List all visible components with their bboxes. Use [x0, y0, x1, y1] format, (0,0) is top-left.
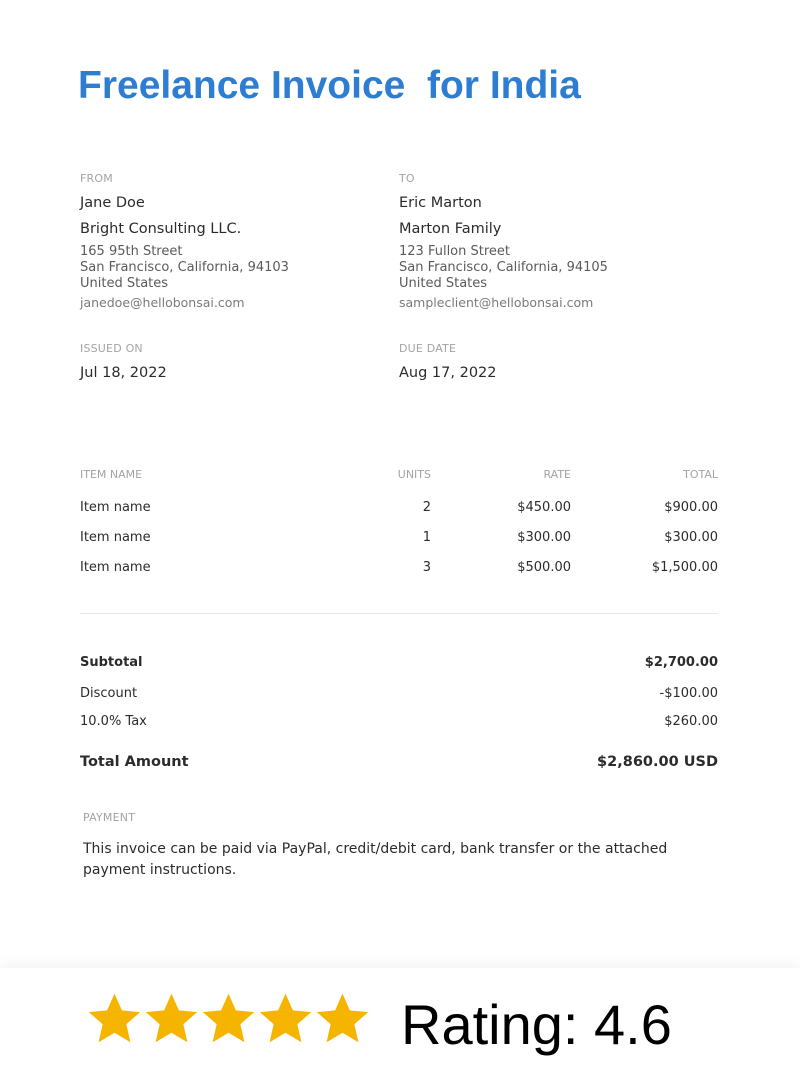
- to-email: sampleclient@hellobonsai.com: [399, 295, 594, 310]
- from-address: [80, 244, 289, 292]
- item-units-cell: 3: [422, 560, 431, 575]
- item-total-cell: $1,500.00: [651, 560, 718, 575]
- header-rate: RATE: [543, 468, 571, 481]
- total-value: $2,860.00 USD: [597, 754, 718, 770]
- payment-text: This invoice can be paid via PayPal, credit/debit card, bank transfer or the attached payment instructions.: [83, 841, 668, 878]
- item-total-cell: $300.00: [664, 530, 718, 545]
- star-icon: [200, 990, 257, 1047]
- item-units-cell: 1: [422, 530, 431, 545]
- tax-label: 10.0% Tax: [80, 714, 147, 729]
- from-label: FROM: [80, 172, 113, 185]
- from-address-line: San Francisco, California, 94103: [80, 260, 289, 275]
- issued-date: Jul 18, 2022: [80, 365, 167, 381]
- rating-text: Rating: 4.6: [401, 993, 672, 1056]
- due-label: DUE DATE: [399, 342, 457, 355]
- item-name-cell: Item name: [80, 500, 151, 515]
- items-divider: [80, 613, 718, 614]
- star-icon: [257, 990, 314, 1047]
- rating-stars: [86, 990, 371, 1047]
- to-address: [399, 244, 608, 292]
- issued-label: ISSUED ON: [80, 342, 143, 355]
- star-icon: [314, 990, 371, 1047]
- items-header-row: [80, 468, 718, 500]
- header-units: UNITS: [397, 468, 431, 481]
- tax-value: $260.00: [664, 714, 718, 729]
- item-total-cell: $900.00: [664, 500, 718, 515]
- header-item-name: ITEM NAME: [80, 468, 143, 481]
- item-name-cell: Item name: [80, 560, 151, 575]
- total-label: Total Amount: [80, 754, 189, 770]
- from-address-line: 165 95th Street: [80, 244, 183, 259]
- items-table: [80, 468, 718, 590]
- discount-value: -$100.00: [659, 686, 718, 701]
- from-name: Jane Doe: [80, 195, 145, 211]
- item-units-cell: 2: [422, 500, 431, 515]
- star-icon: [143, 990, 200, 1047]
- to-address-line: 123 Fullon Street: [399, 244, 511, 259]
- payment-block: [83, 811, 723, 881]
- rating-footer: [0, 968, 800, 1080]
- table-row: [80, 500, 718, 530]
- subtotal-value: $2,700.00: [644, 655, 718, 670]
- item-name-cell: Item name: [80, 530, 151, 545]
- header-total: TOTAL: [683, 468, 718, 481]
- to-name: Eric Marton: [399, 195, 482, 211]
- subtotal-label: Subtotal: [80, 655, 143, 670]
- item-rate-cell: $450.00: [517, 500, 571, 515]
- from-address-line: United States: [80, 276, 169, 291]
- payment-label: PAYMENT: [83, 811, 136, 824]
- table-row: [80, 530, 718, 560]
- item-rate-cell: $500.00: [517, 560, 571, 575]
- to-address-line: San Francisco, California, 94105: [399, 260, 608, 275]
- discount-label: Discount: [80, 686, 138, 701]
- to-company: Marton Family: [399, 221, 502, 237]
- from-email: janedoe@hellobonsai.com: [80, 295, 245, 310]
- item-rate-cell: $300.00: [517, 530, 571, 545]
- to-address-line: United States: [399, 276, 488, 291]
- from-company: Bright Consulting LLC.: [80, 221, 242, 237]
- star-icon: [86, 990, 143, 1047]
- to-label: TO: [399, 172, 415, 185]
- table-row: [80, 560, 718, 590]
- due-date: Aug 17, 2022: [399, 365, 497, 381]
- page-title: Freelance Invoice for India: [78, 64, 581, 107]
